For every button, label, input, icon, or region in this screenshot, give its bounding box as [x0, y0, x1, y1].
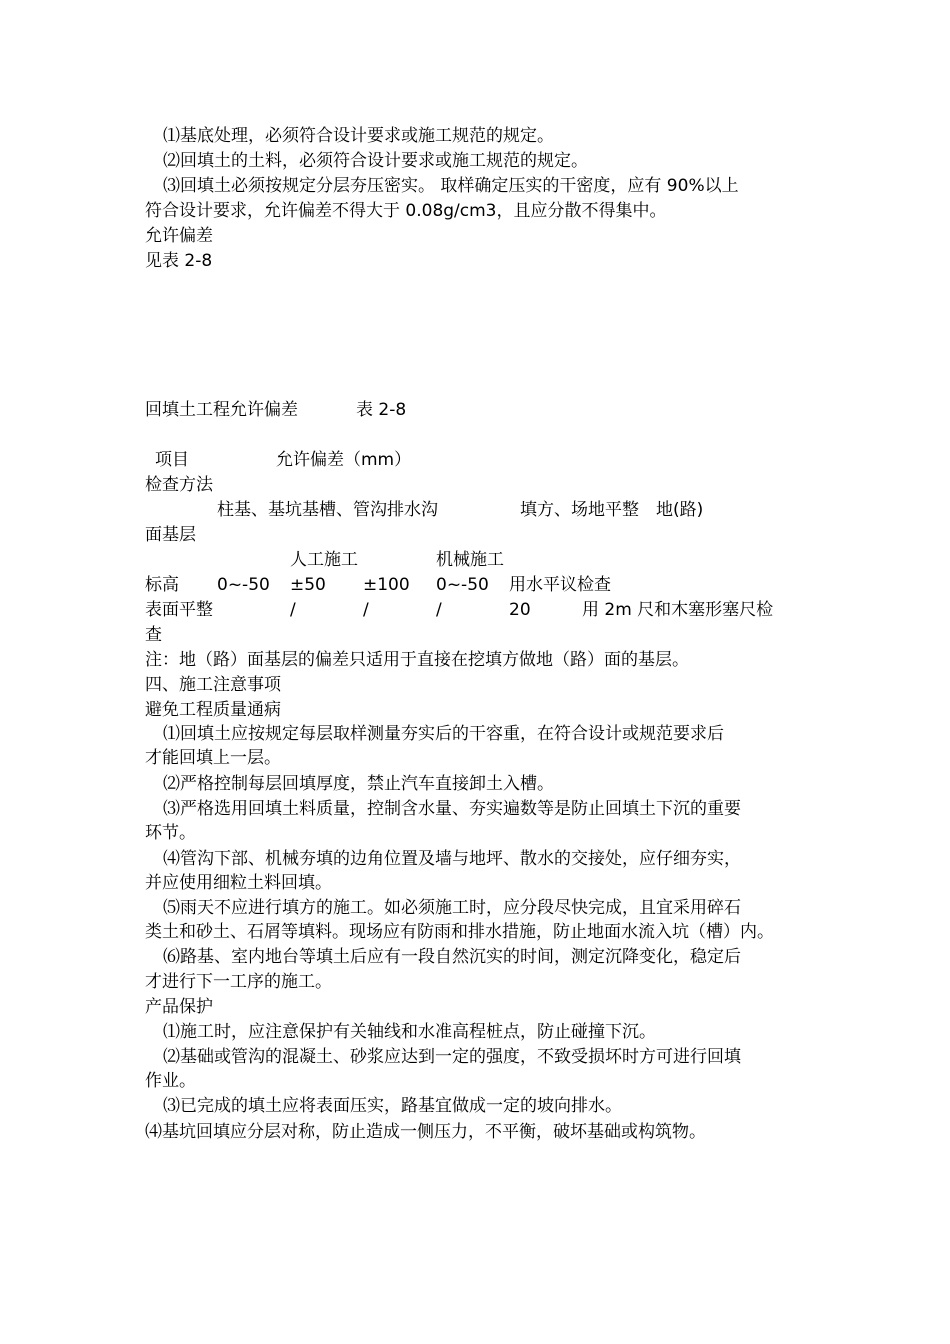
quality-item-6: ⑹路基、室内地台等填土后应有一段自然沉实的时间，测定沉降变化，稳定后	[163, 947, 741, 967]
quality-item-5: ⑸雨天不应进行填方的施工。如必须施工时，应分段尽快完成，且宜采用碎石	[163, 898, 741, 918]
table-row-2-col4: 20	[509, 600, 531, 620]
protection-item-2-cont: 作业。	[145, 1071, 196, 1091]
quality-item-3: ⑶严格选用回填土料质量，控制含水量、夯实遍数等是防止回填土下沉的重要	[163, 799, 741, 819]
see-table-reference: 见表 2-8	[145, 251, 213, 271]
quality-item-4-cont: 并应使用细粒土料回填。	[145, 873, 332, 893]
quality-heading: 避免工程质量通病	[145, 700, 281, 720]
table-note: 注：地（路）面基层的偏差只适用于直接在挖填方做地（路）面的基层。	[145, 650, 689, 670]
quality-item-6-cont: 才进行下一工序的施工。	[145, 972, 332, 992]
table-header-item: 项目	[155, 450, 189, 470]
protection-heading: 产品保护	[145, 997, 213, 1017]
requirement-item-1: ⑴基底处理，必须符合设计要求或施工规范的规定。	[163, 126, 554, 146]
requirement-item-3-cont: 符合设计要求，允许偏差不得大于 0.08g/cm3，且应分散不得集中。	[145, 201, 667, 221]
table-group-road-base: 面基层	[145, 525, 196, 545]
table-sub-machine: 机械施工	[436, 550, 504, 570]
quality-item-5-cont: 类土和砂土、石屑等填料。现场应有防雨和排水措施，防止地面水流入坑（槽）内。	[145, 922, 774, 942]
table-group-pile-pit: 柱基、基坑基槽、管沟排水沟	[217, 500, 438, 520]
table-row-2-item: 表面平整	[145, 600, 213, 620]
table-row-1-col4: 0~-50	[436, 575, 489, 595]
protection-item-2: ⑵基础或管沟的混凝土、砂浆应达到一定的强度，不致受损坏时方可进行回填	[163, 1047, 741, 1067]
table-row-2-method-cont: 查	[145, 625, 162, 645]
table-row-1-method: 用水平议检查	[509, 575, 611, 595]
quality-item-4: ⑷管沟下部、机械夯填的边角位置及墙与地坪、散水的交接处，应仔细夯实，	[163, 849, 741, 869]
table-row-2-col2: /	[363, 600, 369, 620]
requirement-item-3: ⑶回填土必须按规定分层夯压密实。 取样确定压实的干密度，应有 90%以上	[163, 176, 739, 196]
requirement-item-2: ⑵回填土的土料，必须符合设计要求或施工规范的规定。	[163, 151, 588, 171]
table-group-road: 地(路)	[656, 500, 704, 520]
quality-item-3-cont: 环节。	[145, 823, 196, 843]
quality-item-1-cont: 才能回填上一层。	[145, 748, 281, 768]
table-header-method: 检查方法	[145, 475, 213, 495]
tolerance-heading: 允许偏差	[145, 226, 213, 246]
section-4-heading: 四、施工注意事项	[145, 675, 281, 695]
table-header-tolerance: 允许偏差（mm）	[276, 450, 412, 470]
quality-item-2: ⑵严格控制每层回填厚度，禁止汽车直接卸土入槽。	[163, 774, 554, 794]
table-row-2-method: 用 2m 尺和木塞形塞尺检	[582, 600, 774, 620]
table-row-1-item: 标高	[145, 575, 179, 595]
table-title: 回填土工程允许偏差	[145, 400, 298, 420]
protection-item-1: ⑴施工时，应注意保护有关轴线和水准高程桩点，防止碰撞下沉。	[163, 1022, 656, 1042]
table-row-1-col1: 0~-50	[217, 575, 270, 595]
table-number: 表 2-8	[356, 400, 407, 420]
table-sub-manual: 人工施工	[290, 550, 358, 570]
protection-item-3: ⑶已完成的填土应将表面压实，路基宜做成一定的坡向排水。	[163, 1096, 622, 1116]
table-group-fill-site: 填方、场地平整	[520, 500, 639, 520]
table-row-1-col2: ±50	[290, 575, 326, 595]
quality-item-1: ⑴回填土应按规定每层取样测量夯实后的干容重，在符合设计或规范要求后	[163, 724, 724, 744]
table-row-2-col3: /	[436, 600, 442, 620]
table-row-2-col1: /	[290, 600, 296, 620]
table-row-1-col3: ±100	[363, 575, 410, 595]
protection-item-4: ⑷基坑回填应分层对称，防止造成一侧压力，不平衡，破坏基础或构筑物。	[145, 1122, 706, 1142]
